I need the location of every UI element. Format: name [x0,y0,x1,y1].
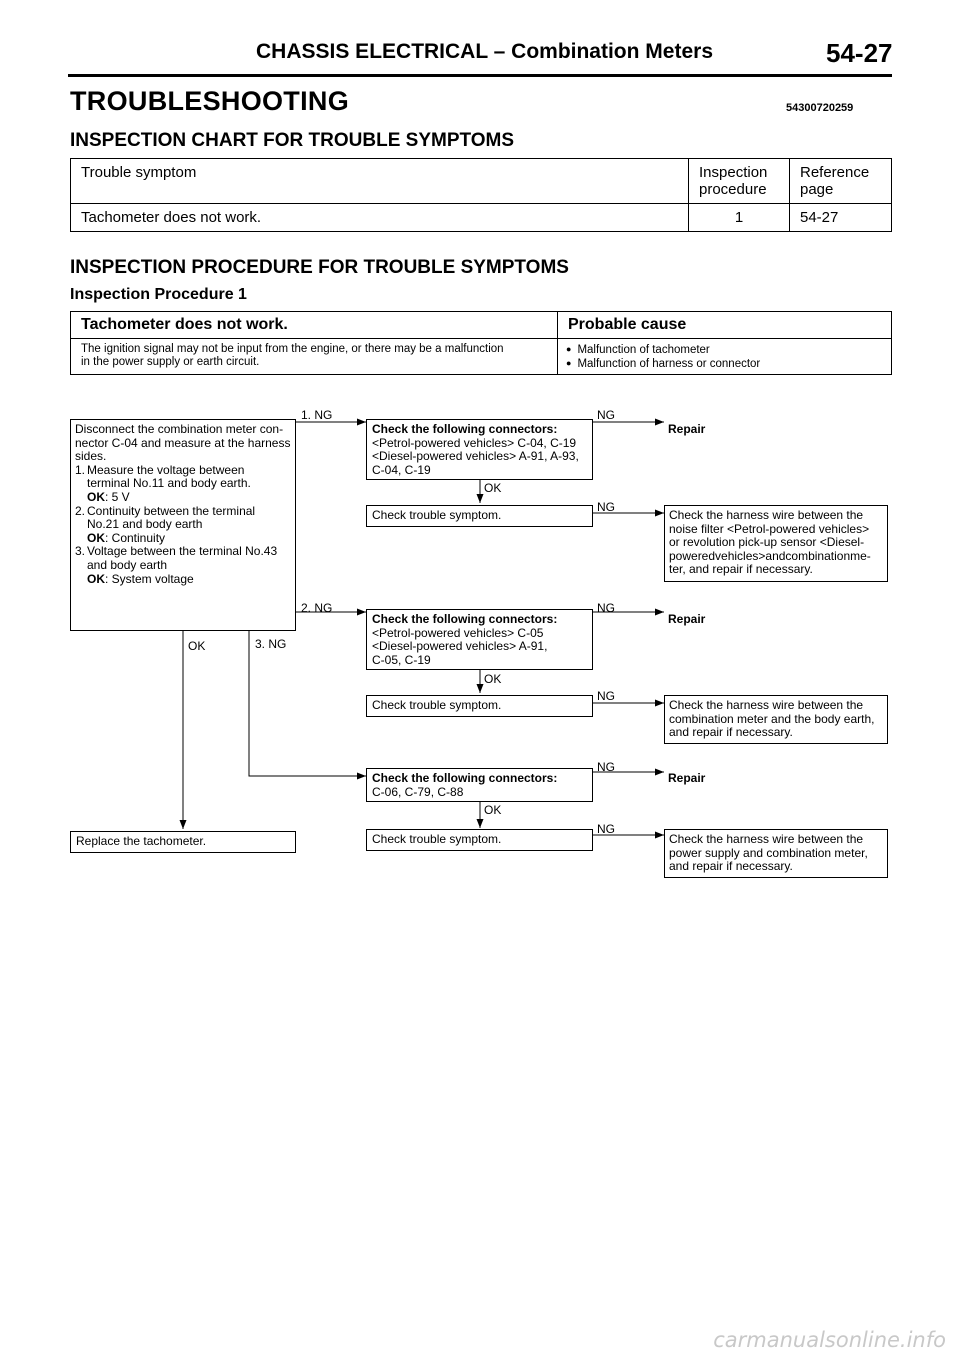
arrow-ng3 [249,631,366,776]
harness-check-1 [664,505,888,582]
procedure-symptom: Tachometer does not work. [71,312,558,339]
harness-check-2 [664,695,888,744]
label-ok: OK [484,481,502,495]
page-header-title: CHASSIS ELECTRICAL – Combination Meters [256,40,713,63]
start-substep-2: 2. Continuity between the terminal [75,503,256,518]
harness-text: ter, and repair if necessary. [669,562,813,577]
repair-label-1: Repair [668,422,706,436]
harness-text: or revolution pick-up sensor <Diesel- [669,535,865,550]
connector-line: C-06, C-79, C-88 [372,784,464,799]
col-header-procedure-l2: procedure [699,181,767,198]
harness-check-3 [664,829,888,878]
harness-text: poweredvehicles>andcombinationme- [669,548,871,563]
probable-cause-header: Probable cause [558,312,892,339]
label-ng: NG [597,689,615,703]
start-step-box [70,419,296,631]
connector-line: <Petrol-powered vehicles> C-04, C-19 [372,435,577,450]
label-ng-2: 2. NG [301,601,333,615]
connector-line: C-04, C-19 [372,462,431,477]
label-ok: OK [484,803,502,817]
repair-label-3: Repair [668,771,706,785]
start-ok-line: OK: System voltage [87,571,194,586]
start-ok-line: OK: Continuity [87,530,166,545]
table-cell-page: 54-27 [790,204,892,232]
table-cell-procedure: 1 [689,204,790,232]
col-header-reference-l2: page [800,181,834,198]
col-header-reference-l1: Reference [800,164,870,181]
check-symptom-1: Check trouble symptom. [366,505,593,527]
harness-text: power supply and combination meter, [669,845,868,860]
start-text: No.21 and body earth [87,517,203,532]
start-text: and body earth [87,557,168,572]
harness-text: Check the harness wire between the [669,508,864,522]
label-ng: NG [597,760,615,774]
list-item: ● Malfunction of harness or connector [566,357,761,370]
watermark: carmanualsonline.info [713,1328,946,1352]
procedure-title: INSPECTION PROCEDURE FOR TROUBLE SYMPTOMS [70,257,569,278]
label-ng: NG [597,500,615,514]
start-text: nector C-04 and measure at the harness [75,435,291,450]
connector-line: C-05, C-19 [372,652,431,667]
connector-check-1 [366,419,593,480]
check-symptom-3: Check trouble symptom. [366,829,593,851]
bullet-icon: ● [566,344,572,354]
label-ng-1: 1. NG [301,408,333,422]
label-start-ok: OK [188,639,206,653]
harness-text: Check the harness wire between the [669,698,864,712]
section-code: 54300720259 [786,102,854,114]
connector-line: <Diesel-powered vehicles> A-91, A-93, [372,449,579,464]
replace-tachometer-box: Replace the tachometer. [70,831,296,853]
start-text: Disconnect the combination meter con- [75,422,284,436]
label-ok: OK [484,672,502,686]
start-substep-1: 1. Measure the voltage between [75,462,245,477]
procedure-description-l1: The ignition signal may not be input from the engine, or there may be a malfunction [81,343,504,355]
col-header-symptom: Trouble symptom [71,159,689,204]
start-text: terminal No.11 and body earth. [87,476,251,491]
harness-text: and repair if necessary. [669,725,793,740]
table-cell-symptom: Tachometer does not work. [71,204,689,232]
harness-text: noise filter <Petrol-powered vehicles> [669,521,870,536]
harness-text: combination meter and the body earth, [669,711,875,726]
label-ng: NG [597,408,615,422]
section-title: TROUBLESHOOTING [70,86,349,116]
procedure-subtitle: Inspection Procedure 1 [70,286,247,303]
start-ok-line: OK: 5 V [87,489,130,504]
connector-line: <Petrol-powered vehicles> C-05 [372,625,544,640]
check-symptom-2: Check trouble symptom. [366,695,593,717]
procedure-description-l2: in the power supply or earth circuit. [81,355,260,368]
col-header-procedure-l1: Inspection [699,164,768,181]
label-ng-3: 3. NG [255,637,287,651]
label-ng: NG [597,601,615,615]
bullet-icon: ● [566,357,572,368]
start-substep-3: 3. Voltage between the terminal No.43 [75,544,278,559]
connector-check-2 [366,609,593,670]
label-ng: NG [597,822,615,836]
connector-check-heading: Check the following connectors: [372,422,558,436]
start-text: sides. [75,449,107,464]
connector-line: <Diesel-powered vehicles> A-91, [372,639,548,654]
list-item: ● Malfunction of tachometer [566,344,710,356]
connector-check-3 [366,768,593,802]
harness-text: Check the harness wire between the [669,832,864,846]
page-number: 54-27 [826,38,893,68]
chart-title: INSPECTION CHART FOR TROUBLE SYMPTOMS [70,130,515,151]
harness-text: and repair if necessary. [669,859,793,874]
connector-check-heading: Check the following connectors: [372,771,558,785]
repair-label-2: Repair [668,612,706,626]
connector-check-heading: Check the following connectors: [372,612,558,626]
